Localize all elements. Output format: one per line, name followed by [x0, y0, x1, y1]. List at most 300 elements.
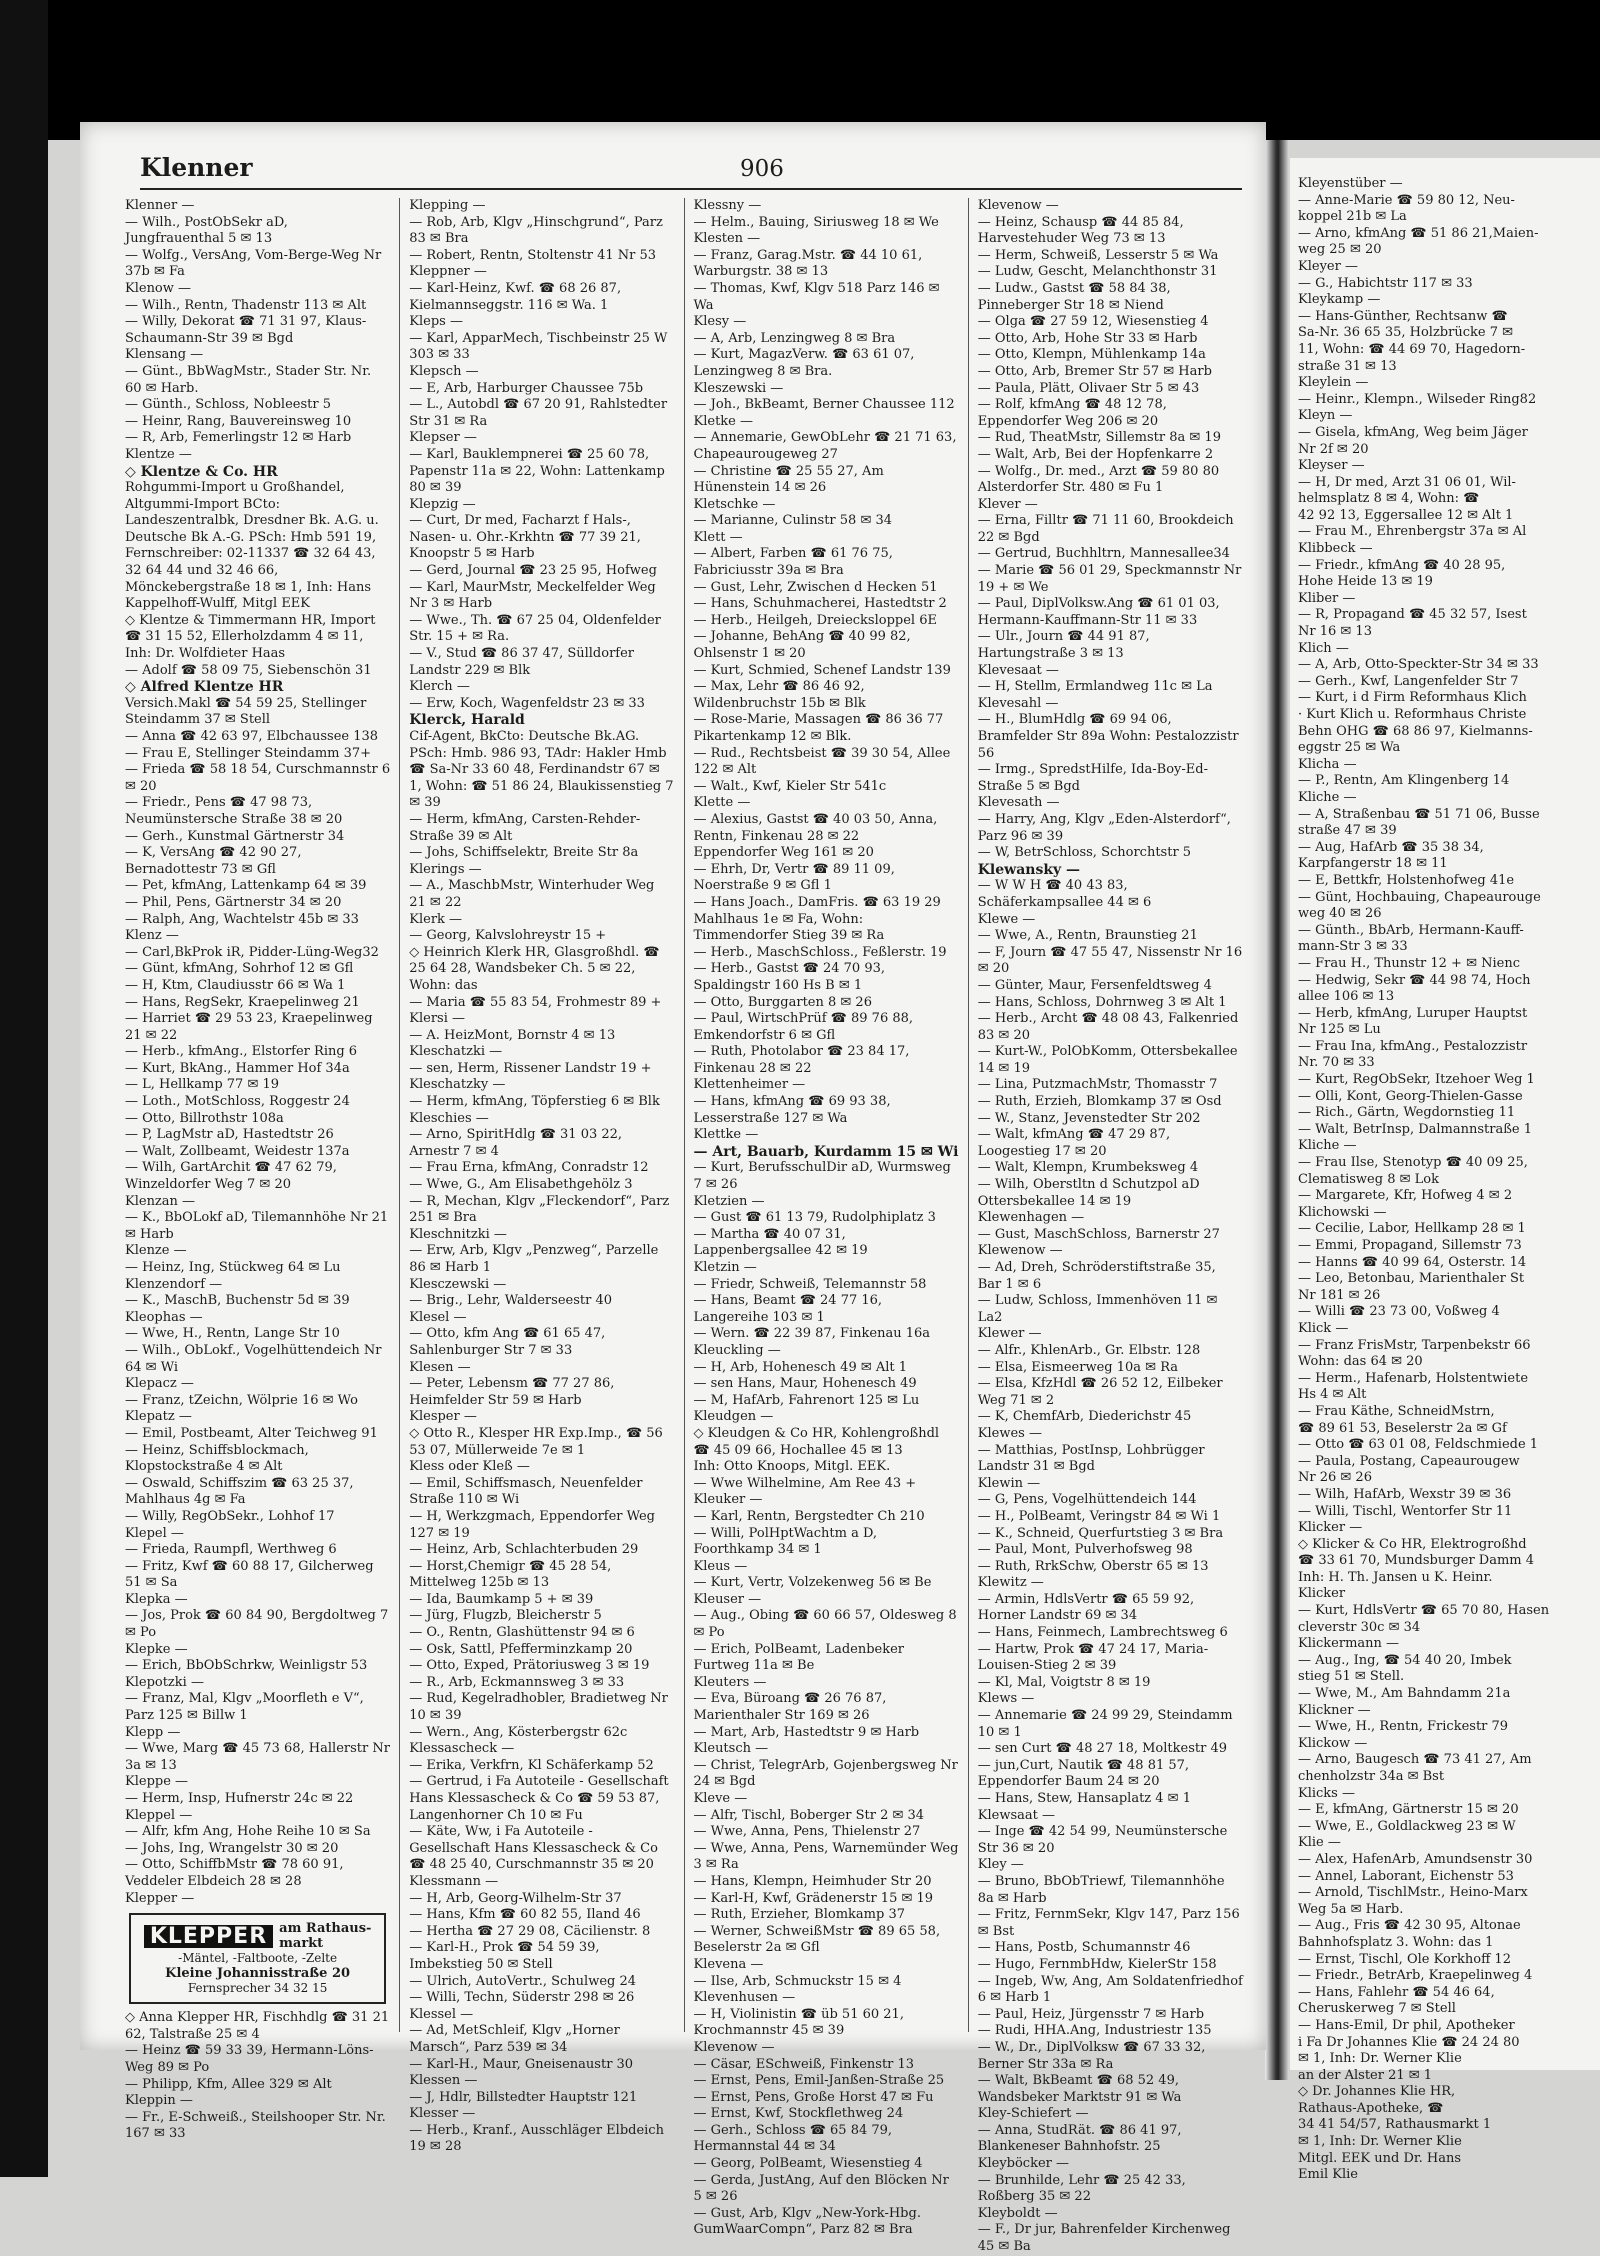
- directory-entry: Klewin —: [977, 1475, 1041, 1491]
- directory-entry: — K., MaschB, Buchenstr 5d ✉ 39: [125, 1293, 350, 1309]
- directory-entry: — Rolf, kfmAng ☎ 48 12 78, Eppendorfer Weg 206 ✉ 20: [977, 397, 1167, 429]
- directory-entry: Kleschatzky —: [409, 1077, 506, 1093]
- directory-entry: — Ingeb, Ww, Ang, Am Soldatenfriedhof 6 ✉ Harb 1: [977, 1973, 1243, 2006]
- directory-entry: — Martha ☎ 40 07 31, Lappenbergsallee 42 ✉ 19: [693, 1226, 868, 1259]
- directory-entry: Klewes —: [977, 1425, 1042, 1441]
- next-page-line: — Emmi, Propagand, Sillemstr 73: [1298, 1238, 1522, 1253]
- directory-entry: — Anna ☎ 42 63 97, Elbchaussee 138: [125, 729, 379, 744]
- directory-entry: — Wwe, Marg ☎ 45 73 68, Hallerstr Nr 3a ✉ 13: [125, 1741, 390, 1773]
- scan-border-left: [0, 0, 48, 2177]
- next-page-line: Kleyer —: [1298, 258, 1358, 274]
- next-page-line: ☎ 89 61 53, Beselerstr 2a ✉ Gf: [1298, 1420, 1507, 1436]
- next-page-line: — Arnold, TischlMstr., Heino-Marx: [1298, 1885, 1528, 1901]
- klepper-advertisement: [129, 1913, 386, 2004]
- directory-entry: — Hertha ☎ 27 29 08, Cäcilienstr. 8: [409, 1923, 651, 1939]
- directory-entry: — Karl-H, Kwf, Grädenerstr 15 ✉ 19: [693, 1890, 934, 1906]
- directory-entry: Kleschies —: [409, 1110, 489, 1126]
- directory-entry: — Wwe, Anna, Pens, Thielenstr 27: [693, 1824, 921, 1840]
- directory-entry: Klenow —: [125, 280, 192, 296]
- directory-entry: — Max, Lehr ☎ 86 46 92, Wildenbruchstr 15b ✉ Blk: [693, 679, 866, 711]
- next-page-line: — Heinr., Klempn., Wilseder Ring82: [1298, 391, 1537, 407]
- directory-entry: Klews —: [977, 1691, 1035, 1707]
- directory-entry: — Annemarie ☎ 24 99 29, Steindamm 10 ✉ 1: [977, 1708, 1233, 1740]
- directory-entry: — E, Arb, Harburger Chaussee 75b: [409, 380, 644, 396]
- directory-entry: — Karl-H., Maur, Gneisenaustr 30: [409, 2056, 634, 2072]
- directory-entry: Klewe —: [977, 911, 1036, 927]
- directory-entry: — jun,Curt, Nautik ☎ 48 81 57, Eppendorfer Baum 24 ✉ 20: [977, 1757, 1190, 1790]
- directory-entry: Kleophas —: [125, 1309, 203, 1325]
- directory-entry: Klessny —: [693, 198, 762, 213]
- next-page-line: Klickner —: [1298, 1702, 1371, 1718]
- directory-entry: Klepel —: [125, 1525, 184, 1541]
- directory-entry: — W, BetrSchloss, Schorchtstr 5: [977, 845, 1192, 861]
- directory-entry: — G, Pens, Vogelhüttendeich 144: [977, 1492, 1197, 1508]
- directory-entry: — Frau Erna, kfmAng, Conradstr 12: [409, 1160, 649, 1176]
- next-page-line: — Alex, HafenArb, Amundsenstr 30: [1298, 1851, 1533, 1867]
- next-page-line: — Walt, BetrInsp, Dalmannstraße 1: [1298, 1121, 1533, 1137]
- directory-entry: Klettenheimer —: [693, 1077, 806, 1093]
- directory-entry: — Fritz, Kwf ☎ 60 88 17, Gilcherweg 51 ✉ Sa: [125, 1558, 374, 1591]
- directory-entry: Klepper —: [125, 1890, 195, 1906]
- directory-entry: — Thomas, Kwf, Klgv 518 Parz 146 ✉ Wa: [693, 280, 940, 313]
- directory-entry: Klepotzki —: [125, 1674, 204, 1690]
- next-page-line: Hs 4 ✉ Alt: [1298, 1387, 1367, 1403]
- next-page-line: eggstr 25 ✉ Wa: [1298, 740, 1401, 756]
- directory-entry: — K., BbOLokf aD, Tilemannhöhe Nr 21 ✉ Harb: [125, 1210, 389, 1242]
- directory-entry: — Gerd, Journal ☎ 23 25 95, Hofweg: [409, 563, 657, 579]
- directory-entry: — Hans Joach., DamFris. ☎ 63 19 29 Mahlhaus 1e ✉ Fa, Wohn: Timmendorfer Stieg 39 ✉ Ra: [693, 894, 941, 944]
- directory-entry: — Wwe., Th. ☎ 67 25 04, Oldenfelder Str. 15 + ✉ Ra.: [409, 612, 661, 645]
- next-page-line: 34 41 54/57, Rathausmarkt 1: [1298, 2117, 1492, 2133]
- directory-entry: — Herb., Heilgeh, Dreiecksloppel 6E: [693, 612, 937, 628]
- directory-entry: — A., MaschbMstr, Winterhuder Weg 21 ✉ 22: [409, 878, 655, 910]
- next-page-line: — Günth., BbArb, Hermann-Kauff-: [1298, 922, 1524, 938]
- next-page-line: — Hans-Günther, Rechtsanw ☎: [1298, 308, 1508, 324]
- directory-entry: — Otto, Billrothstr 108a: [125, 1110, 284, 1126]
- directory-entry: — R, Mechan, Klgv „Fleckendorf“, Parz 251 ✉ Bra: [409, 1193, 670, 1226]
- directory-entry: ◇ Anna Klepper HR, Fischhdlg ☎ 31 21 62, Talstraße 25 ✉ 4: [125, 2010, 390, 2042]
- directory-entry: — Ludw., Gastst ☎ 58 84 38, Pinneberger Str 18 ✉ Niend: [977, 280, 1171, 313]
- directory-entry: Klessmann —: [409, 1873, 499, 1889]
- next-page-line: Kleyn —: [1298, 408, 1353, 424]
- directory-entry: — R, Arb, Femerlingstr 12 ✉ Harb: [125, 430, 352, 446]
- directory-entry: — Herb., Kranf., Ausschläger Elbdeich 19 ✉ 28: [409, 2122, 664, 2155]
- next-page-column: [1298, 176, 1600, 2183]
- directory-entry: — Franz, tZeichn, Wölprie 16 ✉ Wo: [125, 1392, 358, 1408]
- directory-entry: — Armin, HdlsVertr ☎ 65 59 92, Horner Landstr 69 ✉ 34: [977, 1591, 1195, 1624]
- directory-entry: Klevesahl —: [977, 695, 1059, 711]
- directory-entry: — Elsa, Eismeerweg 10a ✉ Ra: [977, 1359, 1179, 1375]
- directory-entry: — Marie ☎ 56 01 29, Speckmannstr Nr 19 + ✉ We: [977, 563, 1242, 595]
- directory-entry: Klewenow —: [977, 1243, 1063, 1259]
- directory-entry: — Wern. ☎ 22 39 87, Finkenau 16a: [693, 1326, 931, 1342]
- next-page-line: — Aug., Fris ☎ 42 30 95, Altonae: [1298, 1918, 1521, 1934]
- directory-entry: Klerck, Harald: [409, 712, 525, 729]
- directory-entry: Klepzig —: [409, 496, 476, 512]
- klepper-logo: KLEPPER: [144, 1925, 273, 1948]
- next-page-line: — Willi, Tischl, Wentorfer Str 11: [1298, 1503, 1513, 1519]
- directory-entry: — Ludw, Schloss, Immenhöven 11 ✉ La2: [977, 1293, 1218, 1325]
- next-page-line: — Friedr., kfmAng ☎ 40 28 95,: [1298, 557, 1506, 573]
- directory-entry: Kletke —: [693, 413, 753, 429]
- directory-entry: — Aug., Obing ☎ 60 66 57, Oldesweg 8 ✉ Po: [693, 1608, 957, 1641]
- next-page-line: — Herm., Hafenarb, Holstentwiete: [1298, 1370, 1529, 1386]
- directory-entry: Klewenhagen —: [977, 1210, 1085, 1226]
- directory-entry: — Albert, Farben ☎ 61 76 75, Fabriciusstr 39a ✉ Bra: [693, 546, 893, 579]
- next-page-line: Karpfangerstr 18 ✉ 11: [1298, 856, 1448, 872]
- directory-entry: Klersi —: [409, 1011, 465, 1027]
- directory-entry: — Franz, Garag.Mstr. ☎ 44 10 61, Warburgstr. 38 ✉ 13: [693, 247, 923, 280]
- directory-entry: — Hans, Beamt ☎ 24 77 16, Langereihe 103 ✉ 1: [693, 1293, 883, 1325]
- directory-entry: — Otto, Arb, Bremer Str 57 ✉ Harb: [977, 363, 1212, 379]
- column-3: [684, 198, 968, 2238]
- next-page-line: straße 47 ✉ 39: [1298, 823, 1397, 839]
- directory-entry: — Herm, kfmAng, Carsten-Rehder-Straße 39 ✉ Alt: [409, 811, 641, 844]
- next-page-line: Nr 125 ✉ Lu: [1298, 1022, 1381, 1038]
- next-page-line: — Wwe, H., Rentn, Frickestr 79: [1298, 1719, 1509, 1735]
- directory-entry: — Otto, Arb, Hohe Str 33 ✉ Harb: [977, 330, 1198, 346]
- directory-entry: — Johanne, BehAng ☎ 40 99 82, Ohlsenstr 1 ✉ 20: [693, 629, 911, 662]
- directory-entry: — V., Stud ☎ 86 37 47, Sülldorfer Landstr 229 ✉ Blk: [409, 646, 635, 678]
- directory-entry: — Olga ☎ 27 59 12, Wiesenstieg 4: [977, 314, 1209, 330]
- directory-entry: — Rud, TheatMstr, Sillemstr 8a ✉ 19: [977, 430, 1221, 446]
- directory-entry: Klevesath —: [977, 795, 1060, 811]
- directory-entry: — F, Journ ☎ 47 55 47, Nissenstr Nr 16 ✉ 20: [977, 944, 1243, 977]
- directory-entry: — L, Hellkamp 77 ✉ 19: [125, 1077, 280, 1093]
- directory-entry: — Erw, Koch, Wagenfeldstr 23 ✉ 33: [409, 695, 645, 711]
- directory-entry: Klevenow —: [977, 198, 1059, 213]
- directory-entry: Klenze —: [125, 1243, 187, 1259]
- directory-entry: — R., Arb, Eckmannsweg 3 ✉ 33: [409, 1674, 625, 1690]
- next-page-line: — Gisela, kfmAng, Weg beim Jäger: [1298, 424, 1528, 440]
- next-page-line: — Friedr., BetrArb, Kraepelinweg 4: [1298, 1968, 1533, 1984]
- directory-entry: — Paul, WirtschPrüf ☎ 89 76 88, Emkendorfstr 6 ✉ Gfl: [693, 1011, 914, 1043]
- directory-entry: — Harry, Ang, Klgv „Eden-Alsterdorf“, Parz 96 ✉ 39: [977, 811, 1231, 844]
- directory-entry: Klettke —: [693, 1127, 759, 1143]
- directory-entry: — Inge ☎ 42 54 99, Neumünstersche Str 36 ✉ 20: [977, 1824, 1228, 1856]
- directory-entry: — H, Arb, Hohenesch 49 ✉ Alt 1: [693, 1359, 908, 1375]
- next-page-line: — Frau M., Ehrenbergstr 37a ✉ Al: [1298, 524, 1527, 540]
- directory-entry: — Ernst, Pens, Emil-Janßen-Straße 25: [693, 2073, 945, 2089]
- directory-entry: — Heinz ☎ 59 33 39, Hermann-Löns-Weg 89 ✉ Po: [125, 2043, 374, 2075]
- directory-entry: Klette —: [693, 795, 751, 811]
- directory-entry: Klett —: [693, 529, 743, 545]
- next-page-line: — Paula, Postang, Capeaurougew: [1298, 1453, 1520, 1469]
- directory-entry: Klesten —: [693, 231, 761, 247]
- directory-entry: — Carl,BkProk iR, Pidder-Lüng-Weg32: [125, 944, 379, 960]
- directory-entry: — Erika, Verkfrn, Kl Schäferkamp 52: [409, 1757, 654, 1773]
- directory-entry: — Hans, Schuhmacherei, Hastedtstr 2: [693, 596, 947, 612]
- directory-entry: Klesper —: [409, 1409, 477, 1425]
- directory-entry: — Hans, kfmAng ☎ 69 93 38, Lesserstraße 127 ✉ Wa: [693, 1094, 891, 1126]
- directory-entry: — Gust, Lehr, Zwischen d Hecken 51: [693, 579, 938, 595]
- directory-entry: — Hans, RegSekr, Kraepelinweg 21: [125, 994, 360, 1010]
- directory-entry: — Irmg., SpredstHilfe, Ida-Boy-Ed-Straße 5 ✉ Bgd: [977, 762, 1208, 794]
- directory-entry: — Emil, Postbeamt, Alter Teichweg 91: [125, 1425, 378, 1441]
- column-2: [399, 198, 683, 2155]
- directory-entry: Klever —: [977, 496, 1038, 512]
- directory-entry: — Osk, Sattl, Pfefferminzkamp 20: [409, 1641, 633, 1657]
- directory-entry: — Paula, Plätt, Olivaer Str 5 ✉ 43: [977, 380, 1200, 396]
- directory-entry: Klenz —: [125, 928, 179, 944]
- next-page-line: — Willi ☎ 23 73 00, Voßweg 4: [1298, 1304, 1500, 1320]
- directory-entry: — Frieda ☎ 58 18 54, Curschmannstr 6 ✉ 20: [125, 762, 391, 794]
- directory-entry: — Ulrich, AutoVertr., Schulweg 24: [409, 1973, 637, 1989]
- directory-entry: — O., Rentn, Glashüttenstr 94 ✉ 6: [409, 1625, 635, 1641]
- next-page-line: 11, Wohn: ☎ 44 69 70, Hagedorn-: [1298, 341, 1526, 357]
- directory-entry: Kleuker —: [693, 1492, 763, 1508]
- directory-entry: — Erw, Arb, Klgv „Penzweg“, Parzelle 86 ✉ Harb 1: [409, 1243, 659, 1275]
- directory-entry: Kleps —: [409, 314, 463, 330]
- directory-entry: Kletschke —: [693, 496, 776, 512]
- directory-entry: — Robert, Rentn, Stoltenstr 41 Nr 53: [409, 247, 657, 263]
- directory-entry: Klenzan —: [125, 1193, 196, 1209]
- directory-entry: — Helm., Bauing, Siriusweg 18 ✉ We: [693, 214, 939, 230]
- directory-entry: Kleve —: [693, 1791, 748, 1806]
- next-page-line: koppel 21b ✉ La: [1298, 209, 1407, 225]
- directory-entry: — Ad, Dreh, Schröderstiftstraße 35, Bar 1 ✉ 6: [977, 1260, 1216, 1292]
- directory-entry: Kletzin —: [693, 1260, 757, 1275]
- directory-entry: ◇ Klentze & Co. HR: [125, 463, 278, 480]
- directory-entry: Eppendorfer Weg 161 ✉ 20: [693, 845, 874, 861]
- directory-entry: — Ad, MetSchleif, Klgv „Horner Marsch“, Parz 539 ✉ 34: [409, 2023, 620, 2055]
- directory-entry: — Wwe, H., Rentn, Lange Str 10: [125, 1326, 340, 1342]
- next-page-line: — Olli, Kont, Georg-Thielen-Gasse: [1298, 1088, 1523, 1104]
- directory-entry: Kleppel —: [125, 1807, 193, 1823]
- directory-entry: — K, VersAng ☎ 42 90 27, Bernadottestr 73 ✉ Gfl: [125, 845, 302, 877]
- directory-entry: — Willy, Dekorat ☎ 71 31 97, Klaus-Schaumann-Str 39 ✉ Bgd: [125, 314, 367, 346]
- next-page-line: cleverstr 30c ✉ 34: [1298, 1619, 1421, 1635]
- directory-entry: — sen, Herm, Rissener Landstr 19 +: [409, 1060, 652, 1076]
- directory-entry: — Paul, Mont, Pulverhofsweg 98: [977, 1542, 1193, 1558]
- directory-entry: Kley-Schiefert —: [977, 2106, 1089, 2122]
- directory-entry: — Walt, kfmAng ☎ 47 29 87, Loogestieg 17 ✉ 20: [977, 1127, 1171, 1159]
- directory-entry: Klepping —: [409, 198, 486, 213]
- running-head: [140, 142, 1242, 190]
- directory-entry: — Rudi, HHA.Ang, Industriestr 135: [977, 2023, 1212, 2039]
- directory-entry: — Herb., Gastst ☎ 24 70 93, Spaldingstr 160 Hs B ✉ 1: [693, 961, 886, 993]
- directory-entry: Klepsch —: [409, 363, 479, 379]
- directory-entry: — Franz, Mal, Klgv „Moorfleth e V“, Parz 125 ✉ Billw 1: [125, 1691, 364, 1724]
- directory-entry: — Wilh., Rentn, Thadenstr 113 ✉ Alt: [125, 297, 367, 313]
- directory-entry: — Walt, Arb, Bei der Hopfenkarre 2: [977, 446, 1214, 462]
- directory-entry: — Cäsar, ESchweiß, Finkenstr 13: [693, 2056, 915, 2072]
- next-page-line: Kleylein —: [1298, 375, 1369, 391]
- next-page-line: Klicker: [1298, 1586, 1346, 1602]
- directory-entry: Klewansky —: [977, 861, 1081, 878]
- directory-entry: Klesy —: [693, 314, 747, 330]
- directory-entry: Klepatz —: [125, 1409, 192, 1425]
- directory-entry: — Günt., BbWagMstr., Stader Str. Nr. 60 ✉ Harb.: [125, 363, 372, 396]
- next-page-line: — G., Habichtstr 117 ✉ 33: [1298, 275, 1473, 291]
- directory-entry: Kleszewski —: [693, 380, 784, 396]
- directory-entry: — Wilh., PostObSekr aD, Jungfrauenthal 5 ✉ 13: [125, 214, 288, 247]
- directory-entry: — Friedr., Pens ☎ 47 98 73, Neumünstersche Straße 38 ✉ 20: [125, 795, 343, 827]
- next-page-line: ✉ 1, Inh: Dr. Werner Klie: [1298, 2134, 1462, 2150]
- directory-entry: — Käte, Ww, i Fa Autoteile - Gesellschaft Hans Klessascheck & Co ☎ 48 25 40, Curschmannstr 35 ✉ 20: [409, 1824, 658, 1873]
- next-page-line: — Hanns ☎ 40 99 64, Osterstr. 14: [1298, 1254, 1527, 1270]
- next-page-line: helmsplatz 8 ✉ 4, Wohn: ☎: [1298, 491, 1480, 507]
- directory-entry: Kleuser —: [693, 1591, 762, 1607]
- directory-entry: — Wilh., ObLokf., Vogelhüttendeich Nr 64 ✉ Wi: [125, 1342, 382, 1375]
- directory-entry: — Erich, BbObSchrkw, Weinligstr 53: [125, 1658, 368, 1674]
- directory-entry: — Wwe, G., Am Elisabethgehölz 3: [409, 1177, 633, 1193]
- ad-address: Kleine Johannisstraße 20: [165, 1966, 351, 1982]
- directory-entry: — Ruth, RrkSchw, Oberstr 65 ✉ 13: [977, 1558, 1209, 1574]
- next-page-line: Mitgl. EEK und Dr. Hans: [1298, 2150, 1462, 2166]
- next-page-line: Cheruskerweg 7 ✉ Stell: [1298, 2001, 1456, 2017]
- directory-entry: — Gust, MaschSchloss, Barnerstr 27: [977, 1226, 1220, 1242]
- directory-entry: — Peter, Lebensm ☎ 77 27 86, Heimfelder Str 59 ✉ Harb: [409, 1376, 615, 1408]
- directory-entry: — Karl, Bauklempnerei ☎ 25 60 78, Papenstr 11a ✉ 22, Wohn: Lattenkamp 80 ✉ 39: [409, 446, 665, 496]
- next-page-line: — Aug, HafArb ☎ 35 38 34,: [1298, 839, 1484, 855]
- directory-entry: — Erna, Filltr ☎ 71 11 60, Brookdeich 22 ✉ Bgd: [977, 513, 1234, 545]
- next-page-line: — Ernst, Tischl, Ole Korkhoff 12: [1298, 1951, 1511, 1967]
- directory-entry: Klepacz —: [125, 1376, 194, 1392]
- next-page-line: Nr. 70 ✉ 33: [1298, 1055, 1375, 1071]
- next-page-line: — Herb, kfmAng, Luruper Hauptst: [1298, 1005, 1528, 1021]
- next-page-line: — Cecilie, Labor, Hellkamp 28 ✉ 1: [1298, 1221, 1526, 1237]
- directory-entry: Klevenhusen —: [693, 1990, 796, 2006]
- page-first-name: Klenner: [140, 153, 253, 182]
- directory-entry: Klewer —: [977, 1326, 1042, 1342]
- directory-columns: [116, 198, 1252, 2255]
- directory-entry: Klentze —: [125, 446, 192, 462]
- directory-entry: — Ernst, Kwf, Stockflethweg 24: [693, 2106, 904, 2122]
- directory-entry: Cif-Agent, BkCto: Deutsche Bk.AG. PSch: Hmb. 986 93, TAdr: Hakler Hmb ☎ Sa-Nr 33 60 48, Ferdinandstr 67 ✉ 1, Wohn: ☎ 51 86 24, Blaukissenstieg 7 ✉ 39: [409, 729, 674, 811]
- directory-entry: — Lina, PutzmachMstr, Thomasstr 7: [977, 1077, 1218, 1093]
- directory-entry: — Gertrud, i Fa Autoteile - Gesellschaft Hans Klessascheck & Co ☎ 59 53 87, Langenhorner Ch 10 ✉ Fu: [409, 1774, 669, 1823]
- directory-entry: — Heinz, Arb, Schlachterbuden 29: [409, 1542, 639, 1558]
- next-page-line: — Otto ☎ 63 01 08, Feldschmiede 1: [1298, 1437, 1539, 1453]
- directory-entry: — H, Werkzgmach, Eppendorfer Weg 127 ✉ 19: [409, 1508, 655, 1541]
- directory-entry: Kley —: [977, 1857, 1024, 1873]
- next-page-line: Clematisweg 8 ✉ Lok: [1298, 1171, 1439, 1187]
- next-page-line: — Annel, Laborant, Eichenstr 53: [1298, 1868, 1514, 1884]
- directory-entry: Kleppin —: [125, 2093, 193, 2109]
- directory-entry: — Walt, BkBeamt ☎ 68 52 49, Wandsbeker Marktstr 91 ✉ Wa: [977, 2073, 1182, 2105]
- directory-entry: Klepser —: [409, 430, 477, 446]
- column-4: [968, 198, 1252, 2255]
- directory-entry: — Werner, SchweißMstr ☎ 89 65 58, Beselerstr 2a ✉ Gfl: [693, 1923, 941, 1956]
- directory-entry: — Walt, Zollbeamt, Weidestr 137a: [125, 1143, 350, 1159]
- next-page-line: chenholzstr 34a ✉ Bst: [1298, 1769, 1445, 1784]
- directory-entry: Klessel —: [409, 2006, 474, 2022]
- directory-entry: ◇ Alfred Klentze HR: [125, 679, 284, 696]
- directory-entry: Kleuters —: [693, 1674, 767, 1690]
- directory-entry: — Paul, Heiz, Jürgensstr 7 ✉ Harb: [977, 2006, 1205, 2022]
- directory-entry: — Frau E, Stellinger Steindamm 37+: [125, 745, 372, 761]
- directory-entry: — Wolfg., VersAng, Vom-Berge-Weg Nr 37b ✉ Fa: [125, 247, 382, 280]
- next-page-line: Wohn: das 64 ✉ 20: [1298, 1354, 1423, 1370]
- next-page-line: Klich —: [1298, 640, 1349, 656]
- directory-entry: — Rose-Marie, Massagen ☎ 86 36 77 Pikartenkamp 12 ✉ Blk.: [693, 712, 944, 744]
- directory-entry: — Anna, StudRät. ☎ 86 41 97, Blankeneser Bahnhofstr. 25: [977, 2122, 1182, 2155]
- directory-entry: — Karl, MaurMstr, Meckelfelder Weg Nr 3 ✉ Harb: [409, 579, 656, 612]
- directory-entry: — Alexius, Gastst ☎ 40 03 50, Anna, Rentn, Finkenau 28 ✉ 22: [693, 811, 938, 844]
- directory-entry: — Wolfg., Dr. med., Arzt ☎ 59 80 80 Alsterdorfer Str. 480 ✉ Fu 1: [977, 463, 1220, 496]
- directory-entry: Kleschnitzki —: [409, 1226, 507, 1242]
- directory-entry: — Hans, Klempn, Heimhuder Str 20: [693, 1873, 932, 1889]
- directory-entry: ◇ Heinrich Klerk HR, Glasgroßhdl. ☎ 25 64 28, Wandsbeker Ch. 5 ✉ 22, Wohn: das: [409, 944, 660, 993]
- next-page-line: mann-Str 3 ✉ 33: [1298, 939, 1408, 955]
- directory-entry: — Jürg, Flugzb, Bleicherstr 5: [409, 1608, 602, 1624]
- directory-entry: — Heinz, Schausp ☎ 44 85 84, Harvestehuder Weg 73 ✉ 13: [977, 214, 1184, 247]
- next-page-line: — Hans-Emil, Dr phil, Apotheker: [1298, 2017, 1515, 2033]
- directory-entry: — Fritz, FernmSekr, Klgv 147, Parz 156 ✉ Bst: [977, 1907, 1240, 1939]
- directory-entry: — Fr., E-Schweiß., Steilshooper Str. Nr. 167 ✉ 33: [125, 2109, 386, 2142]
- directory-entry: Kleus —: [693, 1558, 748, 1574]
- directory-entry: — Matthias, PostInsp, Lohbrügger Landstr 31 ✉ Bgd: [977, 1442, 1205, 1475]
- book-gutter: [1265, 140, 1289, 2080]
- next-page-line: — Arno, Baugesch ☎ 73 41 27, Am: [1298, 1752, 1532, 1768]
- next-page-line: — Frau Ilse, Stenotyp ☎ 40 09 25,: [1298, 1155, 1528, 1171]
- next-page-line: Hohe Heide 13 ✉ 19: [1298, 574, 1433, 590]
- directory-entry: — Herb., kfmAng., Elstorfer Ring 6: [125, 1044, 358, 1060]
- next-page-line: Behn OHG ☎ 68 86 97, Kielmanns-: [1298, 723, 1533, 739]
- next-page-line: Weg 5a ✉ Harb.: [1298, 1901, 1404, 1917]
- directory-entry: Klepke —: [125, 1641, 188, 1657]
- directory-entry: — sen Curt ☎ 48 27 18, Moltkestr 49: [977, 1741, 1227, 1757]
- directory-entry: — Ilse, Arb, Schmuckstr 15 ✉ 4: [693, 1973, 902, 1989]
- directory-entry: — Herm, Insp, Hufnerstr 24c ✉ 22: [125, 1791, 354, 1806]
- directory-entry: — Wwe, A., Rentn, Braunstieg 21: [977, 928, 1198, 944]
- directory-entry: — A. HeizMont, Bornstr 4 ✉ 13: [409, 1027, 616, 1043]
- directory-entry: Klevesaat —: [977, 662, 1059, 678]
- directory-entry: Kleschatzki —: [409, 1044, 503, 1060]
- directory-entry: — Karl, ApparMech, Tischbeinstr 25 W 303 ✉ 33: [409, 330, 668, 363]
- directory-entry: — Curt, Dr med, Facharzt f Hals-, Nasen- u. Ohr.-Krkhtn ☎ 77 39 21, Knoopstr 5 ✉ Harb: [409, 513, 641, 562]
- next-page-line: — Kurt, HdlsVertr ☎ 65 70 80, Hasen: [1298, 1603, 1550, 1619]
- directory-entry: — Alfr, kfm Ang, Hohe Reihe 10 ✉ Sa: [125, 1824, 371, 1840]
- directory-entry: — Rud, Kegelradhobler, Bradietweg Nr 10 ✉ 39: [409, 1691, 668, 1724]
- directory-page: [80, 122, 1266, 2255]
- directory-entry: — Otto, kfm Ang ☎ 61 65 47, Sahlenburger Str 7 ✉ 33: [409, 1326, 606, 1358]
- directory-entry: — Adolf ☎ 58 09 75, Siebenschön 31: [125, 662, 372, 678]
- directory-entry: — Ludw, Gescht, Melanchthonstr 31: [977, 264, 1218, 280]
- ad-phone: Fernsprecher 34 32 15: [187, 1981, 328, 1996]
- next-page-line: — R, Propagand ☎ 45 32 57, Isest: [1298, 607, 1527, 623]
- directory-entry: — H., PolBeamt, Veringstr 84 ✉ Wi 1: [977, 1508, 1221, 1524]
- directory-entry: — Hans, Stew, Hansaplatz 4 ✉ 1: [977, 1791, 1191, 1806]
- directory-entry: — Wwe, Anna, Pens, Warnemünder Weg 3 ✉ Ra: [693, 1840, 959, 1873]
- directory-entry: — Johs, Ing, Wrangelstr 30 ✉ 20: [125, 1840, 339, 1856]
- next-page-line: — E, Bettkfr, Holstenhofweg 41e: [1298, 872, 1515, 888]
- next-page-line: — Günt, Hochbauing, Chapeaurouge: [1298, 889, 1541, 905]
- directory-entry: Klewsaat —: [977, 1807, 1055, 1823]
- directory-entry: Klesczewski —: [409, 1276, 507, 1292]
- directory-entry: — Gust, Arb, Klgv „New-York-Hbg. GumWaarCompn“, Parz 82 ✉ Bra: [693, 2205, 921, 2238]
- directory-entry: — Kurt, BerufsschulDir aD, Wurmsweg 7 ✉ 26: [693, 1160, 951, 1193]
- directory-entry: — Jos, Prok ☎ 60 84 90, Bergdoltweg 7 ✉ Po: [125, 1608, 389, 1641]
- directory-entry: — Georg, Kalvslohreystr 15 +: [409, 928, 607, 944]
- directory-entry: — A, Arb, Lenzingweg 8 ✉ Bra: [693, 330, 896, 346]
- next-page-line: weg 25 ✉ 20: [1298, 242, 1382, 258]
- next-page-line: — Margarete, Kfr, Hofweg 4 ✉ 2: [1298, 1188, 1513, 1204]
- next-page-line: weg 40 ✉ 26: [1298, 906, 1382, 922]
- next-page-line: Kliber —: [1298, 590, 1356, 606]
- directory-entry: — Walt., Kwf, Kieler Str 541c: [693, 778, 887, 794]
- directory-entry: — Ruth, Photolabor ☎ 23 84 17, Finkenau 28 ✉ 22: [693, 1044, 910, 1076]
- directory-entry: Klesser —: [409, 2106, 476, 2122]
- directory-entry: — Gertrud, Buchhltrn, Mannesallee34: [977, 546, 1230, 562]
- directory-entry: Klesel —: [409, 1309, 467, 1325]
- directory-entry: — Herm, Schweiß, Lesserstr 5 ✉ Wa: [977, 247, 1219, 263]
- next-page-line: — P., Rentn, Am Klingenberg 14: [1298, 773, 1510, 789]
- directory-entry: — Otto, Klempn, Mühlenkamp 14a: [977, 347, 1206, 363]
- next-page-line: Klicker —: [1298, 1520, 1363, 1536]
- next-page-line: ◇ Klicker & Co HR, Elektrogroßhd: [1298, 1536, 1527, 1552]
